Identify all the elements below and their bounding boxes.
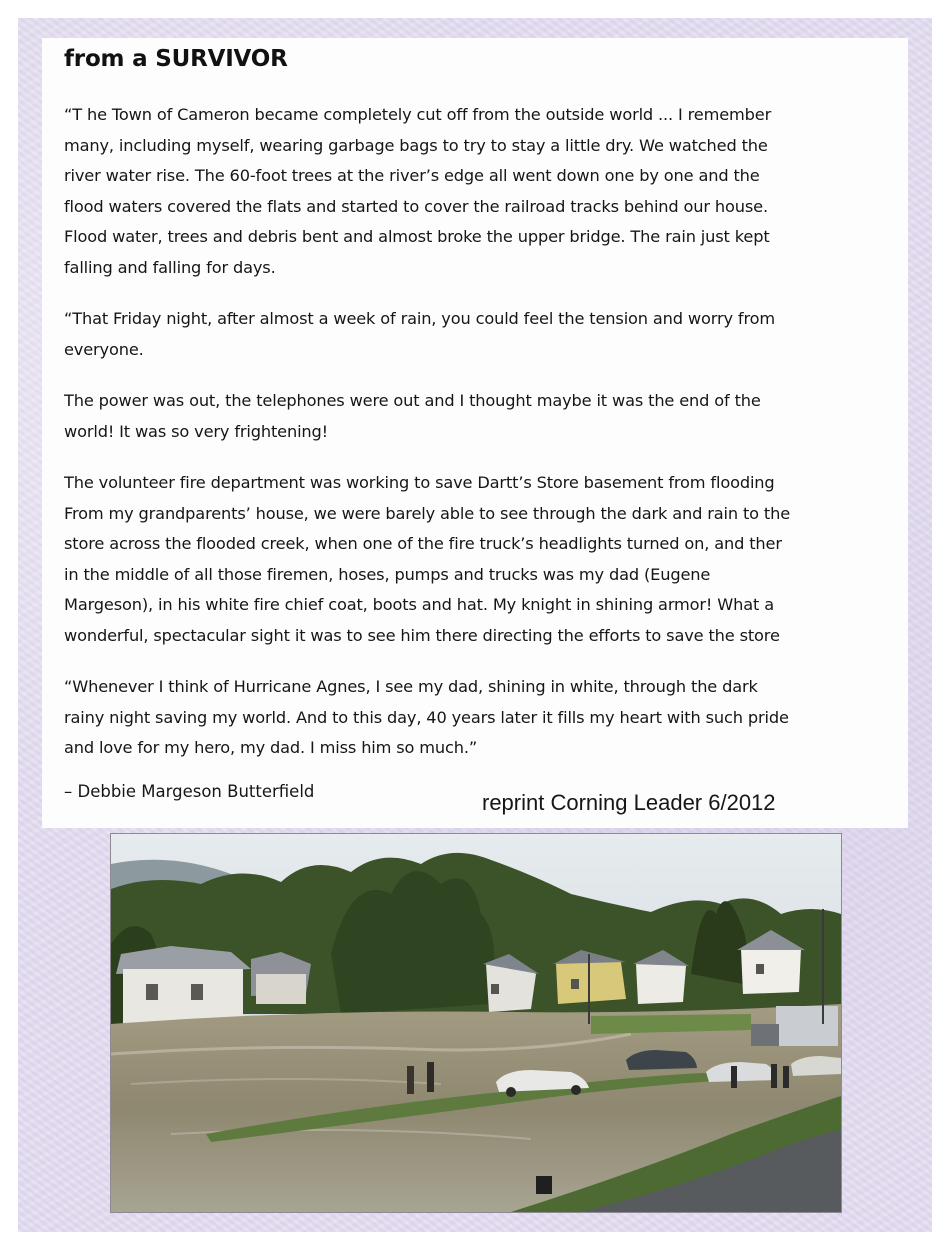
paragraph-line: The power was out, the telephones were out and I thought maybe it was the end of the: [64, 391, 761, 410]
article-paragraph: [64, 672, 908, 764]
article-source: reprint Corning Leader 6/2012: [482, 790, 776, 815]
paragraph-line: Margeson), in his white fire chief coat, boots and hat. My knight in shining armor! What a: [64, 595, 774, 614]
article-body: [64, 100, 908, 785]
paragraph-line: store across the flooded creek, when one of the fire truck’s headlights turned on, and ther: [64, 534, 782, 553]
article-title: from a SURVIVOR: [64, 46, 288, 72]
paragraph-line: flood waters covered the flats and started to cover the railroad tracks behind our house.: [64, 196, 768, 216]
paragraph-line: in the middle of all those firemen, hoses, pumps and trucks was my dad (Eugene: [64, 564, 711, 584]
paragraph-line: falling and falling for days.: [64, 257, 276, 277]
article-paragraph: [64, 386, 908, 447]
paragraph-line: wonderful, spectacular sight it was to see him there directing the efforts to save the store: [64, 625, 780, 645]
paragraph-line: everyone.: [64, 339, 144, 359]
paragraph-line: “Whenever I think of Hurricane Agnes, I see my dad, shining in white, through the dark: [64, 677, 758, 696]
paragraph-line: rainy night saving my world. And to this day, 40 years later it fills my heart with such pride: [64, 707, 789, 727]
paragraph-line: world! It was so very frightening!: [64, 421, 328, 441]
paragraph-line: many, including myself, wearing garbage bags to try to stay a little dry. We watched the: [64, 135, 768, 155]
paragraph-line: The volunteer fire department was working to save Dartt’s Store basement from flooding: [64, 473, 775, 492]
paragraph-line: From my grandparents’ house, we were barely able to see through the dark and rain to the: [64, 503, 791, 523]
article-paragraph: [64, 468, 908, 651]
article-paragraph: [64, 304, 908, 365]
flood-photo: [110, 833, 842, 1213]
article-panel: [42, 38, 908, 828]
paragraph-line: and love for my hero, my dad. I miss him so much.”: [64, 738, 478, 757]
article-paragraph: [64, 100, 908, 283]
article-byline: – Debbie Margeson Butterfield: [64, 782, 315, 801]
paragraph-line: “That Friday night, after almost a week of rain, you could feel the tension and worry from: [64, 309, 775, 328]
paragraph-line: “T he Town of Cameron became completely cut off from the outside world ... I remember: [64, 105, 772, 124]
paragraph-line: Flood water, trees and debris bent and almost broke the upper bridge. The rain just kept: [64, 227, 770, 246]
paragraph-line: river water rise. The 60-foot trees at the river’s edge all went down one by one and the: [64, 166, 760, 185]
